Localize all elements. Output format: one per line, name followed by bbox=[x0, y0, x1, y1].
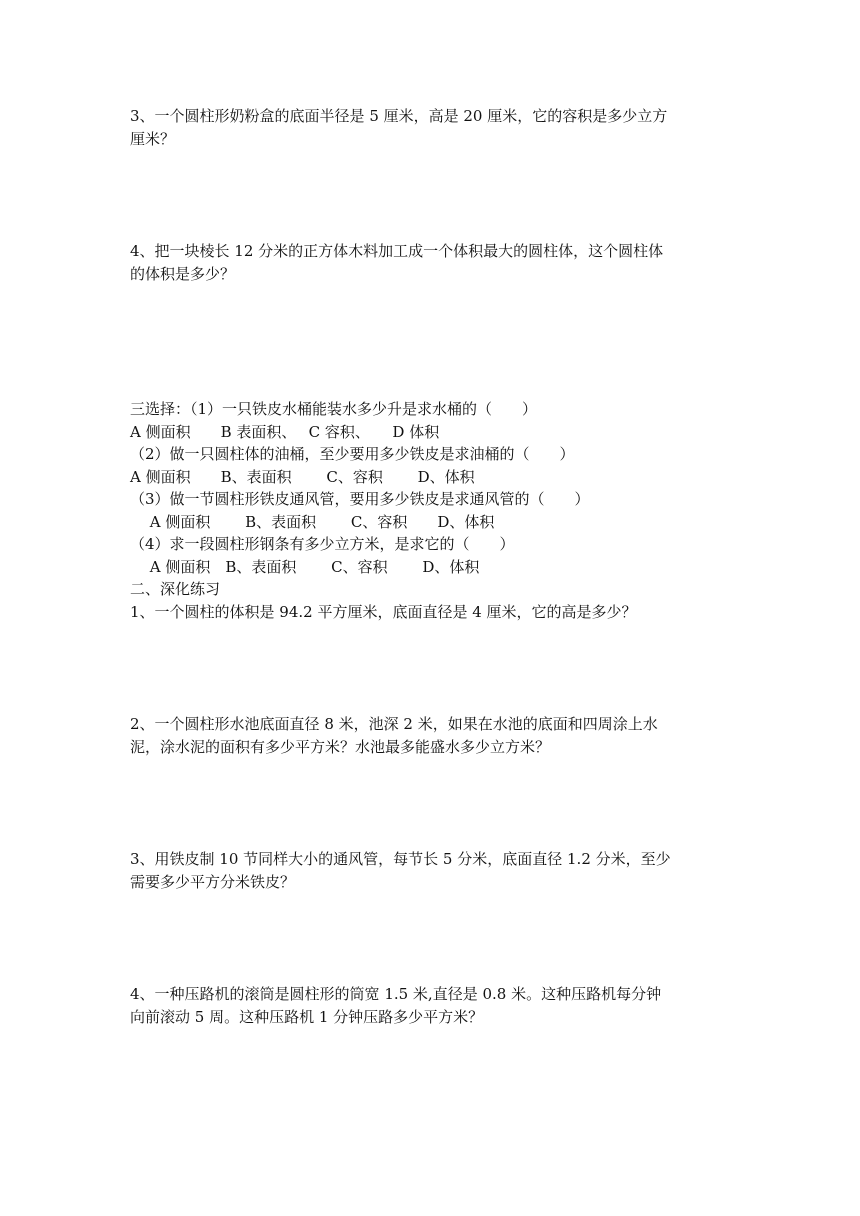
deep-q3-text-line2: 需要多少平方分米铁皮？ bbox=[130, 873, 296, 891]
deep-q1-text: 1、一个圆柱的体积是 94.2 平方厘米，底面直径是 4 厘米，它的高是多少？ bbox=[130, 603, 637, 621]
choice-section-heading: 三选择：（1）一只铁皮水桶能装水多少升是求水桶的（ ） bbox=[130, 400, 538, 418]
choice-3-options: A 侧面积 B、表面积 C、容积 D、体积 bbox=[130, 513, 495, 531]
choice-2-question: （2）做一只圆柱体的油桶，至少要用多少铁皮是求油桶的（ ） bbox=[130, 445, 575, 463]
q4-text-line2: 的体积是多少？ bbox=[130, 265, 236, 283]
deep-q3-text-line1: 3、用铁皮制 10 节同样大小的通风管，每节长 5 分米，底面直径 1.2 分米，至少 bbox=[130, 850, 671, 868]
choice-1-options: A 侧面积 B 表面积、 C 容积、 D 体积 bbox=[130, 423, 440, 441]
choice-4-options: A 侧面积 B、表面积 C、容积 D、体积 bbox=[130, 558, 480, 576]
q3-text-line2: 厘米？ bbox=[130, 130, 176, 148]
choice-4-question: （4）求一段圆柱形钢条有多少立方米，是求它的（ ） bbox=[130, 535, 515, 553]
choice-3-question: （3）做一节圆柱形铁皮通风管，要用多少铁皮是求通风管的（ ） bbox=[130, 490, 590, 508]
deep-q4-text-line2: 向前滚动 5 周。这种压路机 1 分钟压路多少平方米？ bbox=[130, 1008, 484, 1026]
section-heading-deepening: 二、深化练习 bbox=[130, 580, 221, 598]
deep-q4-text-line1: 4、一种压路机的滚筒是圆柱形的筒宽 1.5 米,直径是 0.8 米。这种压路机每分钟 bbox=[130, 985, 662, 1003]
q3-text-line1: 3、一个圆柱形奶粉盒的底面半径是 5 厘米，高是 20 厘米，它的容积是多少立方 bbox=[130, 107, 668, 125]
q4-text-line1: 4、把一块棱长 12 分米的正方体木料加工成一个体积最大的圆柱体，这个圆柱体 bbox=[130, 242, 664, 260]
choice-2-options: A 侧面积 B、表面积 C、容积 D、体积 bbox=[130, 468, 475, 486]
deep-q2-text-line2: 泥，涂水泥的面积有多少平方米？水池最多能盛水多少立方米？ bbox=[130, 738, 551, 756]
deep-q2-text-line1: 2、一个圆柱形水池底面直径 8 米，池深 2 米，如果在水池的底面和四周涂上水 bbox=[130, 715, 658, 733]
